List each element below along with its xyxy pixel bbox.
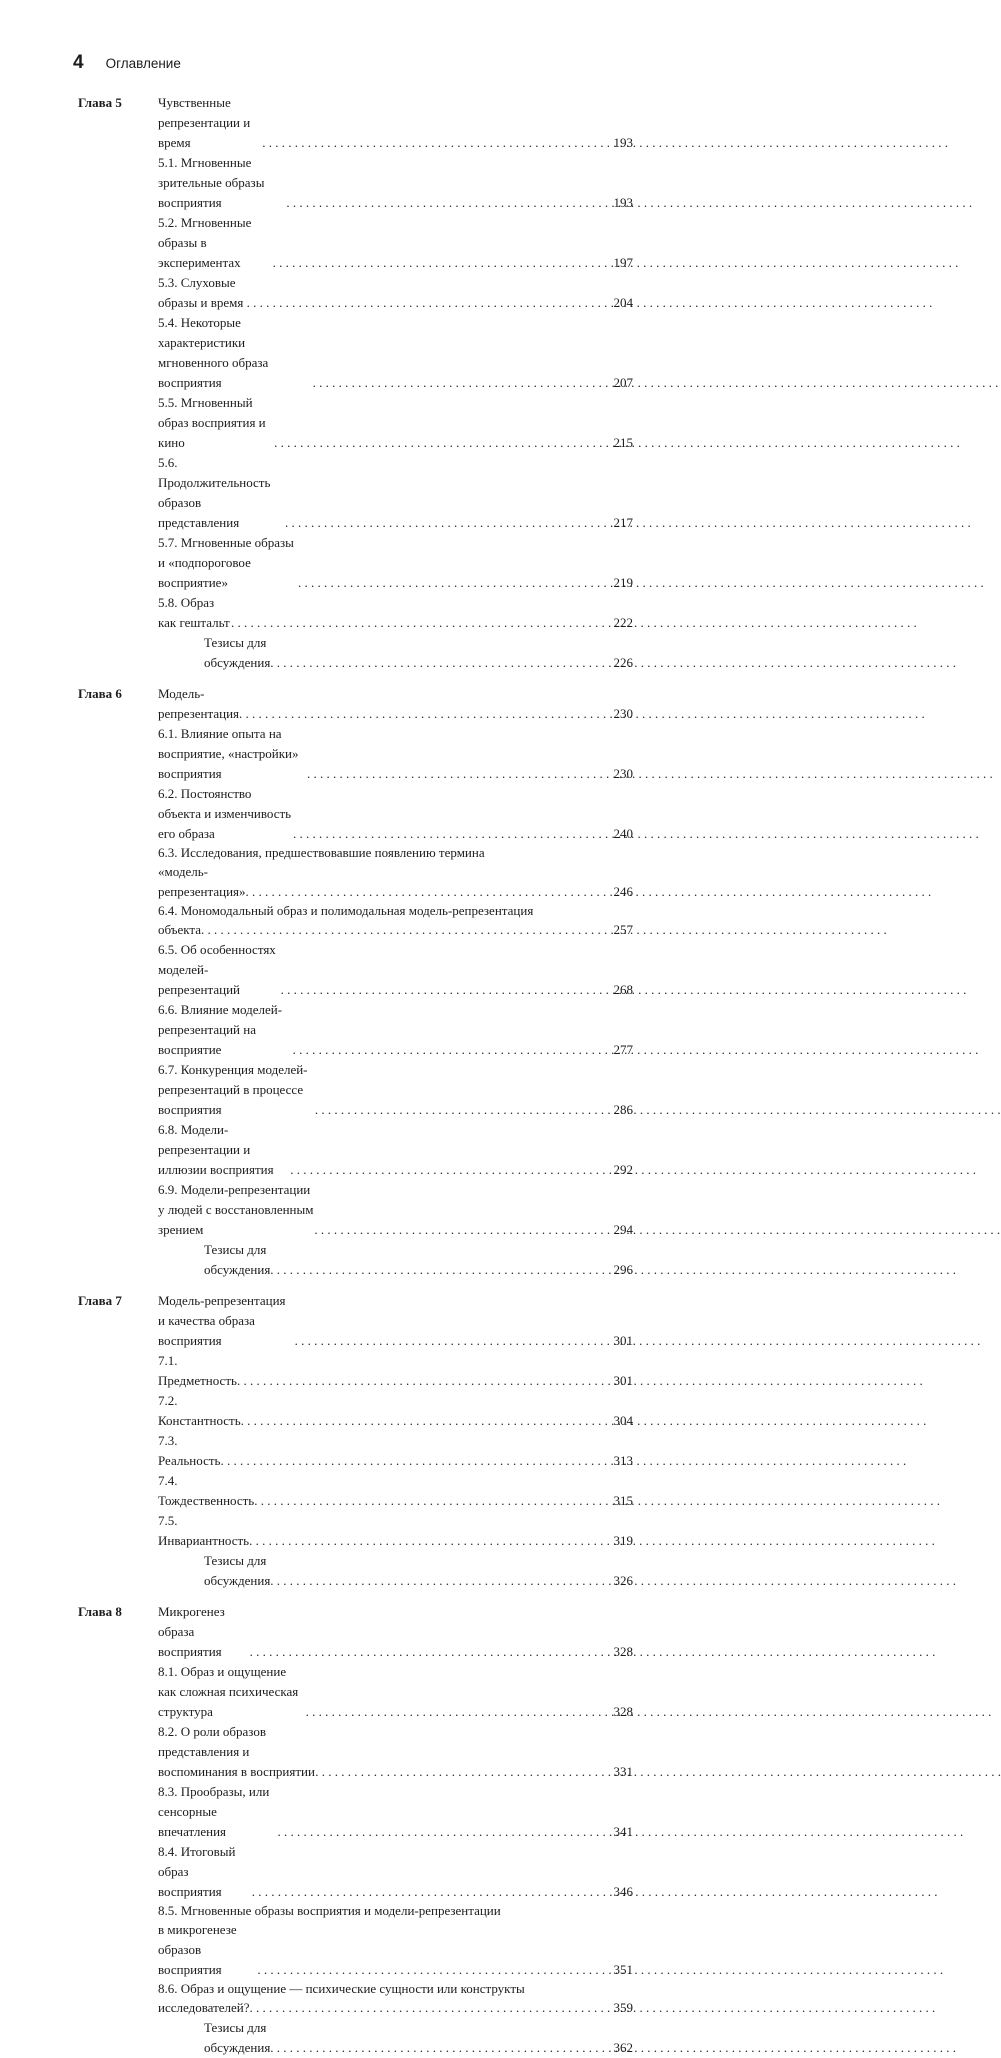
toc-entry-text: 8.3. Прообразы, или сенсорные впечатления [158,1784,270,1839]
toc-entry-text: 7.2. Константность [158,1393,241,1428]
chapter-entries [158,1291,633,1591]
toc-entry [158,1920,633,1980]
chapter-title-text: Модель-репрезентация [158,686,240,721]
toc-entry-page: 222 [613,615,633,630]
toc-entry-text: объекта [158,922,202,937]
chapter-title [158,93,633,153]
toc-entry-leader [273,253,613,273]
chapter-block [78,93,633,673]
toc-entry [158,1471,633,1511]
toc-entry-text: 5.6. Продолжительность образов представления [158,455,271,530]
toc-entry-line1: 8.6. Образ и ощущение — психические сущности или конструкты [158,1981,525,1996]
toc-entry-text: 8.2. О роли образов представления и воспоминания в восприятии [158,1724,315,1779]
toc-entry-text: 8.4. Итоговый образ восприятия [158,1844,236,1899]
toc-entry-page: 230 [613,766,633,781]
toc-entry-text: 6.2. Постоянство объекта и изменчивость его образа [158,786,292,841]
toc-entry [158,273,633,313]
toc-entry-page: 313 [613,1453,633,1468]
thesis-entry [158,1240,633,1280]
toc-entry-page: 331 [613,1764,633,1779]
toc-entry-page: 207 [613,375,633,390]
chapter-title-text: Чувственные репрезентации и время [158,95,251,150]
thesis-entry-text: Тезисы для обсуждения [204,2020,271,2055]
toc-entry-leader [250,1998,613,2018]
toc-entry-text: 6.5. Об особенностях моделей-репрезентаций [158,942,276,997]
toc-entry-page: 219 [613,575,633,590]
toc-entry-leader [286,193,612,213]
toc-entry [158,1120,633,1180]
toc-entry-page: 315 [613,1493,633,1508]
toc-entry-leader [246,882,613,902]
toc-entry-text: «модель-репрезентация» [158,864,246,899]
toc-entry-leader [290,1160,612,1180]
toc-entry-leader [220,1451,612,1471]
chapter-entries [158,1602,633,2058]
toc-entry-page: 341 [613,1824,633,1839]
thesis-entry-page: 226 [613,655,633,670]
thesis-entry-text: Тезисы для обсуждения [204,635,271,670]
toc-entry [158,593,633,633]
toc-entry [158,1511,633,1551]
toc-entry-text: 5.3. Слуховые образы и время [158,275,244,310]
toc-entry-leader [315,1100,613,1120]
chapter-title-leader [239,704,612,724]
chapter-block [78,1291,633,1591]
chapter-title-leader [295,1331,613,1351]
chapter-title-leader [250,1642,613,1662]
thesis-entry-page: 362 [613,2040,633,2055]
toc-entry-page: 215 [613,435,633,450]
toc-entry [158,153,633,213]
running-title: Оглавление [105,56,181,71]
toc-entry-text: 5.7. Мгновенные образы и «подпороговое восприятие» [158,535,294,590]
toc-entry-leader [231,613,613,633]
thesis-entry [158,1551,633,1591]
toc-entry-page: 301 [613,1373,633,1388]
toc-entry-leader [274,433,612,453]
thesis-entry-leader [270,2038,612,2058]
toc-entry-page: 328 [613,1704,633,1719]
toc-entry-text: 6.1. Влияние опыта на восприятие, «настройки» восприятия [158,726,299,781]
toc-entry-text: 7.5. Инвариантность [158,1513,250,1548]
toc-entry-page: 286 [613,1102,633,1117]
toc-entry-text: 7.3. Реальность [158,1433,221,1468]
thesis-entry [158,633,633,673]
toc-entry-text: 8.1. Образ и ощущение как сложная психическая структура [158,1664,299,1719]
toc-entry-line1: 6.3. Исследования, предшествовавшие появлению термина [158,845,485,860]
table-of-contents [78,93,633,2058]
toc-entry-page: 292 [613,1162,633,1177]
toc-entry-leader [306,1702,613,1722]
chapter-title-text: Микрогенез образа восприятия [158,1604,225,1659]
toc-entry-leader [278,1822,613,1842]
toc-entry [158,1391,633,1431]
toc-entry-text: 5.5. Мгновенный образ восприятия и кино [158,395,266,450]
toc-entry-page: 359 [613,2000,633,2015]
toc-entry [158,1351,633,1391]
toc-entry-leader [314,1220,612,1240]
toc-entry [158,1180,633,1240]
toc-entry-text: 7.1. Предметность [158,1353,237,1388]
thesis-entry-text: Тезисы для обсуждения [204,1242,271,1277]
toc-entry [158,313,633,393]
toc-entry-page: 257 [613,922,633,937]
chapter-title-page: 328 [613,1644,633,1659]
toc-entry-leader [315,1762,612,1782]
toc-entry-leader [257,1960,612,1980]
toc-entry-text: 6.6. Влияние моделей-репрезентаций на восприятие [158,1002,283,1057]
toc-entry [158,940,633,1000]
chapter-title [158,1291,633,1351]
toc-entry-text: 5.1. Мгновенные зрительные образы восприятия [158,155,265,210]
toc-entry [158,1998,633,2018]
toc-entry-page: 294 [613,1222,633,1237]
toc-entry-leader [281,980,613,1000]
toc-entry-page: 246 [613,884,633,899]
toc-entry-page: 197 [613,255,633,270]
toc-entry-page: 217 [613,515,633,530]
chapter-entries [158,684,633,1280]
toc-entry [158,1842,633,1902]
chapter-label: Глава 6 [78,686,122,701]
chapter-label: Глава 7 [78,1293,122,1308]
toc-entry-leader [298,573,613,593]
toc-entry-page: 277 [613,1042,633,1057]
toc-entry-leader [237,1371,613,1391]
thesis-entry-page: 326 [613,1573,633,1588]
toc-entry [158,784,633,844]
toc-entry-leader [285,513,613,533]
toc-entry [158,453,633,533]
toc-entry-page: 346 [613,1884,633,1899]
toc-entry-leader [247,293,613,313]
toc-entry-leader [241,1411,613,1431]
chapter-label: Глава 5 [78,95,122,110]
toc-entry-text: в микрогенезе образов восприятия [158,1922,237,1977]
thesis-entry-text: Тезисы для обсуждения [204,1553,271,1588]
chapter-title-text: Модель-репрезентация и качества образа восприятия [158,1293,286,1348]
toc-entry [158,724,633,784]
toc-entry-text: 6.8. Модели-репрезентации и иллюзии восприятия [158,1122,274,1177]
chapter-block [78,1602,633,2058]
chapter-title-page: 193 [613,135,633,150]
thesis-entry-leader [270,653,612,673]
chapter-title [158,684,633,724]
toc-entry [158,533,633,593]
toc-entry-leader [252,1882,613,1902]
toc-entry [158,1000,633,1060]
toc-entry [158,1782,633,1842]
toc-entry-leader [201,920,612,940]
toc-entry-page: 204 [613,295,633,310]
chapter-block [78,684,633,1280]
thesis-entry-page: 296 [613,1262,633,1277]
toc-entry [158,213,633,273]
toc-entry-leader [293,824,612,844]
toc-entry-leader [313,373,613,393]
chapter-title-leader [262,133,612,153]
toc-entry-page: 240 [613,826,633,841]
toc-entry-text: 6.9. Модели-репрезентации у людей с восстановленным зрением [158,1182,314,1237]
toc-entry-leader [254,1491,612,1511]
toc-entry [158,1431,633,1471]
toc-entry-line1: 8.5. Мгновенные образы восприятия и модели-репрезентации [158,1903,501,1918]
toc-entry-page: 268 [613,982,633,997]
toc-entry-leader [249,1531,612,1551]
toc-entry-leader [293,1040,613,1060]
toc-entry-leader [307,764,613,784]
page-number: 4 [73,52,84,73]
toc-entry [158,393,633,453]
toc-entry-text: 5.4. Некоторые характеристики мгновенного образа восприятия [158,315,269,390]
thesis-entry-leader [270,1260,612,1280]
toc-entry-text: 5.8. Образ как гештальт [158,595,230,630]
chapter-title [158,1602,633,1662]
toc-entry [158,1722,633,1782]
toc-entry [158,1060,633,1120]
chapter-title-page: 230 [613,706,633,721]
toc-entry [158,920,633,940]
toc-entry [158,1662,633,1722]
chapter-entries [158,93,633,673]
toc-entry-text: 6.7. Конкуренция моделей-репрезентаций в процессе восприятия [158,1062,308,1117]
toc-entry-text: исследователей? [158,2000,250,2015]
thesis-entry [158,2018,633,2058]
toc-entry-page: 351 [613,1962,633,1977]
toc-entry-page: 319 [613,1533,633,1548]
thesis-entry-leader [270,1571,612,1591]
toc-entry [158,862,633,902]
toc-entry-page: 193 [613,195,633,210]
toc-entry-text: 5.2. Мгновенные образы в экспериментах [158,215,252,270]
toc-entry-page: 304 [613,1413,633,1428]
chapter-label: Глава 8 [78,1604,122,1619]
toc-entry-text: 7.4. Тождественность [158,1473,255,1508]
chapter-title-page: 301 [613,1333,633,1348]
toc-entry-line1: 6.4. Мономодальный образ и полимодальная модель-репрезентация [158,903,534,918]
page-header [73,52,181,82]
